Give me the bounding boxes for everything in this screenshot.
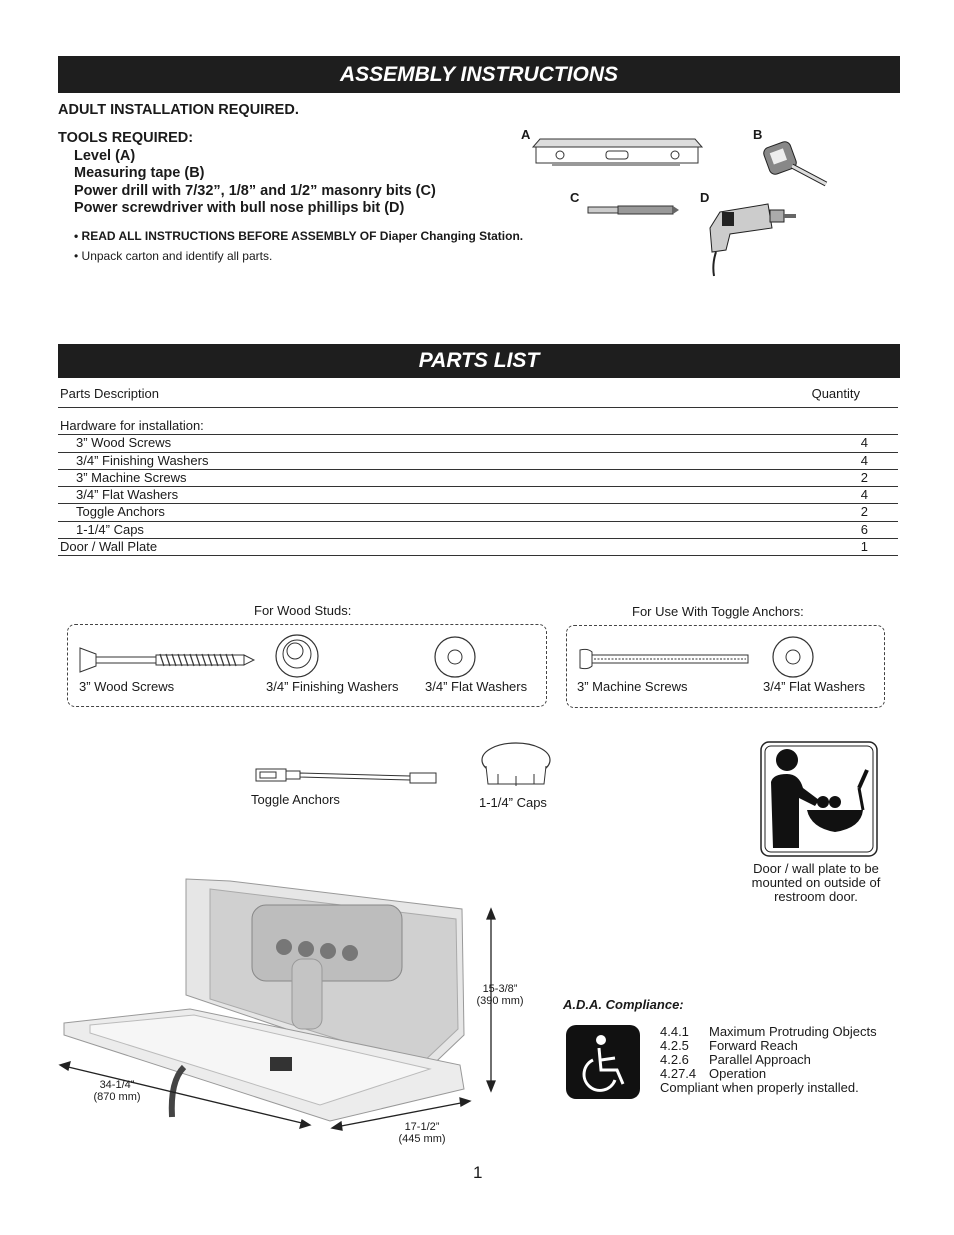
part-name: Toggle Anchors: [58, 504, 590, 521]
tool-label-d: D: [700, 190, 710, 205]
toggle-heading: For Use With Toggle Anchors:: [632, 604, 804, 619]
height-mm: (390 mm): [476, 995, 524, 1007]
ada-code: 4.2.6: [660, 1052, 689, 1067]
width-mm: (870 mm): [93, 1091, 141, 1103]
wood-studs-heading: For Wood Studs:: [254, 603, 352, 618]
ada-text: Operation: [709, 1066, 767, 1081]
ada-item: [660, 1067, 877, 1081]
bullet-dot: •: [74, 229, 82, 243]
part-qty: 6: [590, 521, 898, 538]
part-name: 1-1/4” Caps: [58, 521, 590, 538]
part-name: 3/4” Finishing Washers: [58, 452, 590, 469]
flat-washers-label-1: 3/4” Flat Washers: [425, 679, 528, 694]
tool-item: Level (A): [74, 147, 136, 164]
tools-heading: TOOLS REQUIRED:: [58, 130, 194, 146]
wood-screws-label: 3” Wood Screws: [79, 679, 175, 694]
dimension-depth: [392, 1121, 452, 1145]
dimension-width: [86, 1079, 148, 1103]
col-description: Parts Description: [58, 383, 590, 408]
part-qty: 4: [590, 452, 898, 469]
tool-item: Power drill with 7/32”, 1/8” and 1/2” masonry bits (C): [74, 182, 436, 199]
part-name: 3” Wood Screws: [58, 435, 590, 452]
ada-item: [660, 1039, 877, 1053]
page-number: 1: [473, 1163, 483, 1182]
ada-item: [660, 1053, 877, 1067]
ada-heading: A.D.A. Compliance:: [563, 997, 684, 1012]
finishing-washers-label: 3/4” Finishing Washers: [266, 679, 399, 694]
dimension-height: [470, 983, 530, 1007]
plate-caption: Door / wall plate to be mounted on outside of restroom door.: [751, 861, 881, 904]
ada-list: [660, 1025, 877, 1095]
flat-washers-label-2: 3/4” Flat Washers: [763, 679, 866, 694]
part-name: Door / Wall Plate: [58, 539, 590, 556]
depth-inches: 17-1/2”: [404, 1121, 440, 1133]
ada-text: Forward Reach: [709, 1038, 798, 1053]
ada-item: [660, 1025, 877, 1039]
adult-notice: ADULT INSTALLATION REQUIRED.: [58, 102, 299, 118]
width-inches: 34-1/4”: [99, 1079, 135, 1091]
parts-title: PARTS LIST: [418, 349, 540, 372]
assembly-title: ASSEMBLY INSTRUCTIONS: [339, 63, 619, 86]
caps-label: 1-1/4” Caps: [479, 795, 547, 810]
tool-label-b: B: [753, 127, 763, 142]
height-inches: 15-3/8”: [482, 983, 518, 995]
group-label: Hardware for installation:: [58, 418, 590, 435]
machine-screws-label: 3” Machine Screws: [577, 679, 688, 694]
col-quantity: Quantity: [590, 383, 898, 408]
ada-code: 4.4.1: [660, 1024, 689, 1039]
part-qty: 2: [590, 504, 898, 521]
ada-text: Maximum Protruding Objects: [709, 1024, 877, 1039]
ada-code: 4.2.5: [660, 1038, 689, 1053]
wheelchair-icon: [565, 1024, 641, 1100]
part-name: 3” Machine Screws: [58, 469, 590, 486]
toggle-anchors-label: Toggle Anchors: [251, 792, 340, 807]
depth-mm: (445 mm): [398, 1133, 446, 1145]
tool-item: Power screwdriver with bull nose phillips bit (D): [74, 200, 405, 216]
tool-label-a: A: [521, 127, 531, 142]
part-qty: 2: [590, 469, 898, 486]
bullet-text: READ ALL INSTRUCTIONS BEFORE ASSEMBLY OF Diaper Changing Station.: [81, 229, 524, 243]
ada-note: Compliant when properly installed.: [660, 1080, 859, 1095]
part-qty: 1: [590, 539, 898, 556]
bullet-dot: •: [74, 249, 82, 263]
part-name: 3/4” Flat Washers: [58, 487, 590, 504]
ada-code: 4.27.4: [660, 1066, 697, 1081]
tool-item: Measuring tape (B): [74, 165, 205, 181]
bullet-text: Unpack carton and identify all parts.: [81, 249, 273, 263]
ada-text: Parallel Approach: [709, 1052, 811, 1067]
part-qty: 4: [590, 435, 898, 452]
part-qty: 4: [590, 487, 898, 504]
tool-label-c: C: [570, 190, 580, 205]
